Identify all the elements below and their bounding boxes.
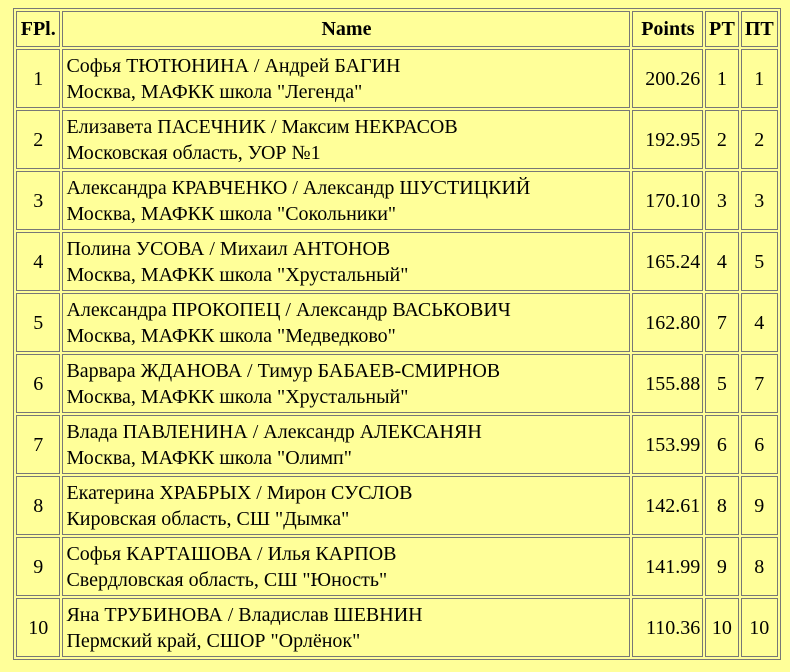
name-cell [62,49,630,108]
pt-cell: 4 [741,293,778,352]
place-cell: 4 [16,232,60,291]
rt-cell: 5 [705,354,738,413]
rt-cell: 8 [705,476,738,535]
club-name: Москва, МАФКК школа "Медведково" [66,324,396,347]
points-cell: 165.24 [632,232,703,291]
points-cell: 170.10 [632,171,703,230]
pair-names: Елизавета ПАСЕЧНИК / Максим НЕКРАСОВ [66,115,458,138]
points-cell: 192.95 [632,110,703,169]
table-row [16,293,778,352]
pt-cell: 1 [741,49,778,108]
place-cell: 3 [16,171,60,230]
name-cell [62,293,630,352]
col-header-place: FPl. [16,11,60,47]
name-cell [62,171,630,230]
pair-names: Яна ТРУБИНОВА / Владислав ШЕВНИН [66,603,423,626]
pair-names: Софья ТЮТЮНИНА / Андрей БАГИН [66,54,401,77]
table-row [16,232,778,291]
pt-cell: 8 [741,537,778,596]
place-cell: 6 [16,354,60,413]
club-name: Москва, МАФКК школа "Хрустальный" [66,263,409,286]
rt-cell: 3 [705,171,738,230]
club-name: Пермский край, СШОР "Орлёнок" [66,629,361,652]
pt-cell: 5 [741,232,778,291]
points-cell: 141.99 [632,537,703,596]
name-cell [62,354,630,413]
club-name: Москва, МАФКК школа "Хрустальный" [66,385,409,408]
name-cell [62,598,630,657]
pt-cell: 2 [741,110,778,169]
table-row [16,537,778,596]
pair-names: Полина УСОВА / Михаил АНТОНОВ [66,237,391,260]
pair-names: Влада ПАВЛЕНИНА / Александр АЛЕКСАНЯН [66,420,482,443]
place-cell: 2 [16,110,60,169]
col-header-points: Points [632,11,703,47]
col-header-pt: ПТ [741,11,778,47]
name-cell [62,110,630,169]
rt-cell: 1 [705,49,738,108]
points-cell: 155.88 [632,354,703,413]
place-cell: 9 [16,537,60,596]
club-name: Свердловская область, СШ "Юность" [66,568,388,591]
pair-names: Александра КРАВЧЕНКО / Александр ШУСТИЦКИЙ [66,176,531,199]
place-cell: 7 [16,415,60,474]
points-cell: 142.61 [632,476,703,535]
name-cell [62,232,630,291]
rt-cell: 9 [705,537,738,596]
pt-cell: 6 [741,415,778,474]
name-cell [62,476,630,535]
table-row [16,476,778,535]
table-row [16,598,778,657]
header-row [16,11,778,47]
col-header-rt: РТ [705,11,738,47]
pt-cell: 3 [741,171,778,230]
table-row [16,354,778,413]
table-body [16,49,778,657]
rt-cell: 6 [705,415,738,474]
rt-cell: 10 [705,598,738,657]
pt-cell: 10 [741,598,778,657]
table-row [16,110,778,169]
pair-names: Александра ПРОКОПЕЦ / Александр ВАСЬКОВИЧ [66,298,511,321]
club-name: Москва, МАФКК школа "Сокольники" [66,202,397,225]
club-name: Москва, МАФКК школа "Легенда" [66,80,363,103]
place-cell: 8 [16,476,60,535]
pt-cell: 7 [741,354,778,413]
pt-cell: 9 [741,476,778,535]
name-cell [62,537,630,596]
table-row [16,415,778,474]
place-cell: 1 [16,49,60,108]
name-cell [62,415,630,474]
club-name: Московская область, УОР №1 [66,141,321,164]
col-header-name: Name [62,11,630,47]
points-cell: 110.36 [632,598,703,657]
rt-cell: 4 [705,232,738,291]
pair-names: Екатерина ХРАБРЫХ / Мирон СУСЛОВ [66,481,413,504]
rt-cell: 2 [705,110,738,169]
place-cell: 10 [16,598,60,657]
points-cell: 162.80 [632,293,703,352]
place-cell: 5 [16,293,60,352]
pair-names: Варвара ЖДАНОВА / Тимур БАБАЕВ-СМИРНОВ [66,359,501,382]
table-row [16,49,778,108]
points-cell: 153.99 [632,415,703,474]
rt-cell: 7 [705,293,738,352]
points-cell: 200.26 [632,49,703,108]
results-table [13,8,781,660]
club-name: Кировская область, СШ "Дымка" [66,507,350,530]
club-name: Москва, МАФКК школа "Олимп" [66,446,352,469]
table-row [16,171,778,230]
pair-names: Софья КАРТАШОВА / Илья КАРПОВ [66,542,397,565]
